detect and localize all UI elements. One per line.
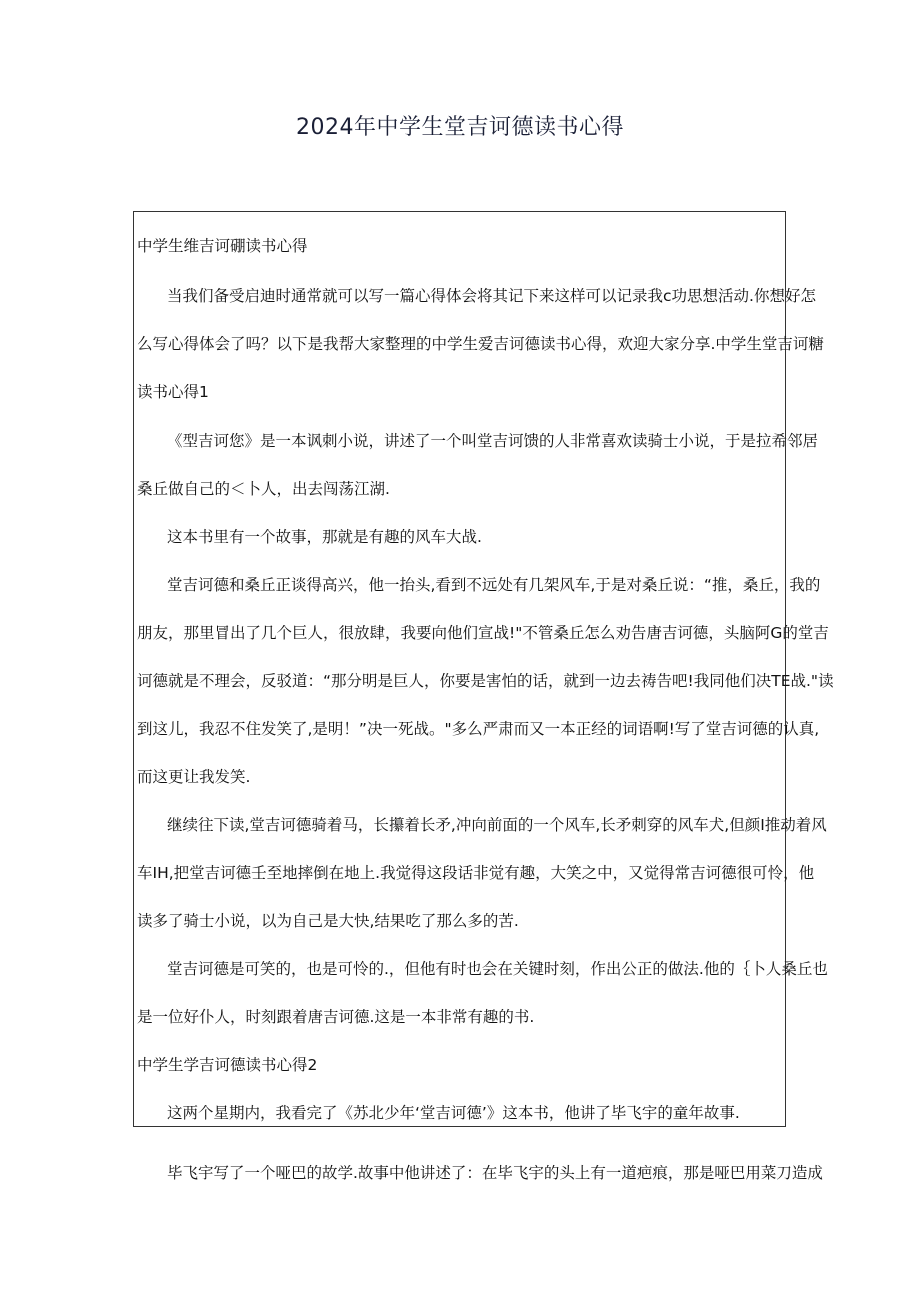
section-heading-2: 中学生学吉诃德读书心得2 bbox=[137, 1056, 318, 1074]
para3-line-2: 朋友，那里冒出了几个巨人，很放肆，我要向他们宣战!"不管桑丘怎么劝告唐吉诃德，头脑阿G的堂吉 bbox=[137, 624, 829, 642]
para4-line-1: 继续往下读,堂吉诃德骑着马，长攥着长矛,冲向前面的一个风车,长矛刺穿的风车犬,但颜I推动着风 bbox=[167, 816, 827, 834]
intro-line-2: 么写心得体会了吗？以下是我帮大家整理的中学生爱吉诃德读书心得，欢迎大家分享.中学生堂吉诃糖 bbox=[137, 335, 824, 353]
para7-line-1: 毕飞宇写了一个哑巴的故学.故事中他讲述了：在毕飞宇的头上有一道疤痕，那是哑巴用菜刀造成 bbox=[167, 1164, 823, 1182]
para5-line-1: 堂吉诃德是可笑的，也是可怜的.，但他有时也会在关键时刻，作出公正的做法.他的｛卜人桑丘也 bbox=[167, 960, 828, 978]
intro-line-1: 当我们备受启迪时通常就可以写一篇心得体会将其记下来这样可以记录我c功思想活动.你想好怎 bbox=[167, 287, 816, 305]
para6-line-1: 这两个星期内，我看完了《苏北少年‘堂吉诃德’》这本书，他讲了毕飞宇的童年故事. bbox=[167, 1104, 740, 1122]
para3-line-5: 而这更让我发笑. bbox=[137, 768, 251, 786]
para3-line-3: 诃德就是不理会，反驳道：“那分明是巨人，你要是害怕的话，就到一边去祷告吧!我同他们决TE战."读 bbox=[137, 672, 834, 690]
para4-line-3: 读多了骑士小说，以为自己是大快,结果吃了那么多的苦. bbox=[137, 912, 519, 930]
para3-line-1: 堂吉诃德和桑丘正谈得高兴，他一抬头,看到不远处有几架风车,于是对桑丘说：“推，桑丘，我的 bbox=[167, 576, 821, 594]
para4-line-2: 车IH,把堂吉诃德壬至地摔倒在地上.我觉得这段话非觉有趣，大笑之中，又觉得常吉诃德很可怜，他 bbox=[137, 864, 815, 882]
para2-line-1: 这本书里有一个故事，那就是有趣的风车大战. bbox=[167, 528, 482, 546]
para5-line-2: 是一位好仆人，时刻跟着唐吉诃德.这是一本非常有趣的书. bbox=[137, 1008, 535, 1026]
intro-line-3: 读书心得1 bbox=[137, 383, 209, 401]
para3-line-4: 到这儿，我忍不住发笑了,是明！”决一死战。"多么严肃而又一本正经的词语啊!写了堂吉诃德的认真, bbox=[137, 720, 820, 738]
para1-line-2: 桑丘做自己的＜卜人，出去闯荡江湖. bbox=[137, 480, 390, 498]
section-heading-1: 中学生维吉诃硼读书心得 bbox=[137, 237, 308, 255]
document-title: 2024年中学生堂吉诃德读书心得 bbox=[296, 115, 624, 140]
para1-line-1: 《型吉诃您》是一本讽刺小说，讲述了一个叫堂吉诃馈的人非常喜欢读骑士小说，于是拉希邻居 bbox=[167, 432, 819, 450]
